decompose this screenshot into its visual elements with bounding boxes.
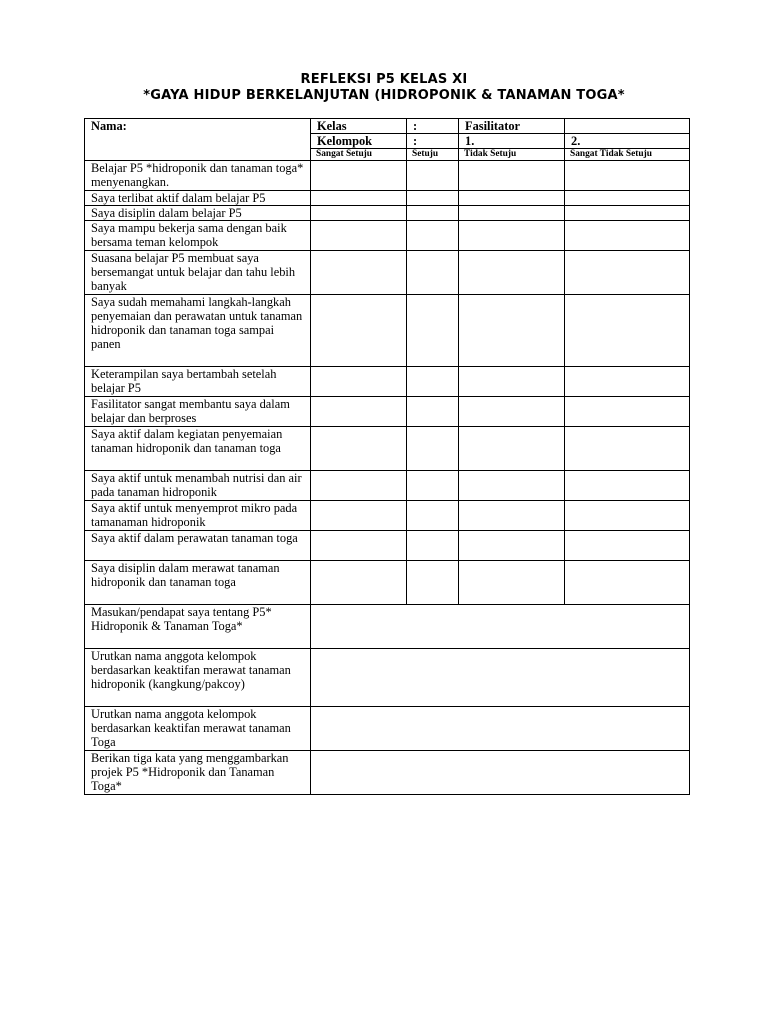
- tidak-setuju-cell[interactable]: [459, 367, 565, 397]
- sangat-setuju-cell[interactable]: [311, 221, 407, 251]
- open-question-row: [85, 707, 690, 751]
- tidak-setuju-cell[interactable]: [459, 221, 565, 251]
- tidak-setuju-cell[interactable]: [459, 191, 565, 206]
- header-row-kelas: [85, 119, 690, 134]
- setuju-cell[interactable]: [407, 397, 459, 427]
- kelas-label: Kelas: [311, 119, 407, 134]
- statement-text: Saya terlibat aktif dalam belajar P5: [85, 191, 311, 206]
- statement-row: [85, 191, 690, 206]
- statement-row: [85, 367, 690, 397]
- sangat-tidak-setuju-cell[interactable]: [565, 531, 690, 561]
- statement-text: Saya aktif untuk menyemprot mikro pada tamanaman hidroponik: [85, 501, 311, 531]
- scale-setuju: Setuju: [407, 149, 459, 161]
- scale-tidak-setuju: Tidak Setuju: [459, 149, 565, 161]
- sangat-tidak-setuju-cell[interactable]: [565, 471, 690, 501]
- sangat-setuju-cell[interactable]: [311, 397, 407, 427]
- sangat-tidak-setuju-cell[interactable]: [565, 161, 690, 191]
- setuju-cell[interactable]: [407, 251, 459, 295]
- statement-text: Suasana belajar P5 membuat saya bersemangat untuk belajar dan tahu lebih banyak: [85, 251, 311, 295]
- statement-text: Saya aktif dalam kegiatan penyemaian tanaman hidroponik dan tanaman toga: [85, 427, 311, 471]
- scale-sangat-tidak-setuju: Sangat Tidak Setuju: [565, 149, 690, 161]
- open-question-text: Urutkan nama anggota kelompok berdasarkan keaktifan merawat tanaman Toga: [85, 707, 311, 751]
- setuju-cell[interactable]: [407, 427, 459, 471]
- setuju-cell[interactable]: [407, 221, 459, 251]
- sangat-setuju-cell[interactable]: [311, 471, 407, 501]
- open-question-row: [85, 751, 690, 795]
- sangat-setuju-cell[interactable]: [311, 295, 407, 367]
- tidak-setuju-cell[interactable]: [459, 397, 565, 427]
- sangat-tidak-setuju-cell[interactable]: [565, 191, 690, 206]
- statement-row: [85, 471, 690, 501]
- kelas-colon: :: [407, 119, 459, 134]
- fasilitator-2[interactable]: 2.: [565, 134, 690, 149]
- open-answer-field[interactable]: [311, 649, 690, 707]
- tidak-setuju-cell[interactable]: [459, 251, 565, 295]
- statement-row: [85, 561, 690, 605]
- sangat-tidak-setuju-cell[interactable]: [565, 295, 690, 367]
- setuju-cell[interactable]: [407, 367, 459, 397]
- setuju-cell[interactable]: [407, 206, 459, 221]
- open-question-row: [85, 605, 690, 649]
- setuju-cell[interactable]: [407, 191, 459, 206]
- tidak-setuju-cell[interactable]: [459, 161, 565, 191]
- open-question-row: [85, 649, 690, 707]
- sangat-tidak-setuju-cell[interactable]: [565, 397, 690, 427]
- statement-row: [85, 531, 690, 561]
- kelompok-label: Kelompok: [311, 134, 407, 149]
- tidak-setuju-cell[interactable]: [459, 206, 565, 221]
- sangat-tidak-setuju-cell[interactable]: [565, 561, 690, 605]
- nama-field[interactable]: [85, 119, 311, 161]
- tidak-setuju-cell[interactable]: [459, 501, 565, 531]
- statement-row: [85, 221, 690, 251]
- open-question-text: Berikan tiga kata yang menggambarkan projek P5 *Hidroponik dan Tanaman Toga*: [85, 751, 311, 795]
- statement-text: Saya disiplin dalam merawat tanaman hidroponik dan tanaman toga: [85, 561, 311, 605]
- tidak-setuju-cell[interactable]: [459, 295, 565, 367]
- setuju-cell[interactable]: [407, 561, 459, 605]
- statement-row: [85, 161, 690, 191]
- sangat-tidak-setuju-cell[interactable]: [565, 221, 690, 251]
- fasilitator-label: Fasilitator: [459, 119, 565, 134]
- open-answer-field[interactable]: [311, 605, 690, 649]
- statement-row: [85, 295, 690, 367]
- document-title: REFLEKSI P5 KELAS XI: [300, 72, 468, 87]
- setuju-cell[interactable]: [407, 161, 459, 191]
- sangat-setuju-cell[interactable]: [311, 251, 407, 295]
- open-answer-field[interactable]: [311, 707, 690, 751]
- sangat-setuju-cell[interactable]: [311, 367, 407, 397]
- sangat-setuju-cell[interactable]: [311, 161, 407, 191]
- sangat-setuju-cell[interactable]: [311, 206, 407, 221]
- statement-text: Belajar P5 *hidroponik dan tanaman toga* menyenangkan.: [85, 161, 311, 191]
- sangat-setuju-cell[interactable]: [311, 191, 407, 206]
- reflection-form-table: [84, 118, 690, 795]
- statement-text: Saya aktif dalam perawatan tanaman toga: [85, 531, 311, 561]
- statement-text: Saya aktif untuk menambah nutrisi dan air pada tanaman hidroponik: [85, 471, 311, 501]
- open-answer-field[interactable]: [311, 751, 690, 795]
- nama-label: Nama:: [91, 119, 127, 133]
- sangat-setuju-cell[interactable]: [311, 427, 407, 471]
- open-question-text: Urutkan nama anggota kelompok berdasarkan keaktifan merawat tanaman hidroponik (kangkung/pakcoy): [85, 649, 311, 707]
- sangat-setuju-cell[interactable]: [311, 561, 407, 605]
- document-subtitle: *GAYA HIDUP BERKELANJUTAN (HIDROPONIK & TANAMAN TOGA*: [143, 88, 625, 103]
- sangat-setuju-cell[interactable]: [311, 531, 407, 561]
- setuju-cell[interactable]: [407, 501, 459, 531]
- sangat-setuju-cell[interactable]: [311, 501, 407, 531]
- statement-text: Keterampilan saya bertambah setelah belajar P5: [85, 367, 311, 397]
- statement-text: Saya mampu bekerja sama dengan baik bersama teman kelompok: [85, 221, 311, 251]
- sangat-tidak-setuju-cell[interactable]: [565, 501, 690, 531]
- setuju-cell[interactable]: [407, 471, 459, 501]
- tidak-setuju-cell[interactable]: [459, 561, 565, 605]
- statement-row: [85, 397, 690, 427]
- statement-row: [85, 206, 690, 221]
- statement-text: Fasilitator sangat membantu saya dalam belajar dan berproses: [85, 397, 311, 427]
- scale-sangat-setuju: Sangat Setuju: [311, 149, 407, 161]
- statement-text: Saya disiplin dalam belajar P5: [85, 206, 311, 221]
- statement-row: [85, 251, 690, 295]
- fasilitator-1[interactable]: 1.: [459, 134, 565, 149]
- statement-row: [85, 427, 690, 471]
- statement-row: [85, 501, 690, 531]
- tidak-setuju-cell[interactable]: [459, 471, 565, 501]
- tidak-setuju-cell[interactable]: [459, 531, 565, 561]
- open-question-text: Masukan/pendapat saya tentang P5* Hidroponik & Tanaman Toga*: [85, 605, 311, 649]
- sangat-tidak-setuju-cell[interactable]: [565, 206, 690, 221]
- setuju-cell[interactable]: [407, 295, 459, 367]
- sangat-tidak-setuju-cell[interactable]: [565, 367, 690, 397]
- sangat-tidak-setuju-cell[interactable]: [565, 251, 690, 295]
- setuju-cell[interactable]: [407, 531, 459, 561]
- statement-text: Saya sudah memahami langkah-langkah penyemaian dan perawatan untuk tanaman hidroponik dan tanaman toga sampai panen: [85, 295, 311, 367]
- kelompok-colon: :: [407, 134, 459, 149]
- fasilitator-blank[interactable]: [565, 119, 690, 134]
- tidak-setuju-cell[interactable]: [459, 427, 565, 471]
- sangat-tidak-setuju-cell[interactable]: [565, 427, 690, 471]
